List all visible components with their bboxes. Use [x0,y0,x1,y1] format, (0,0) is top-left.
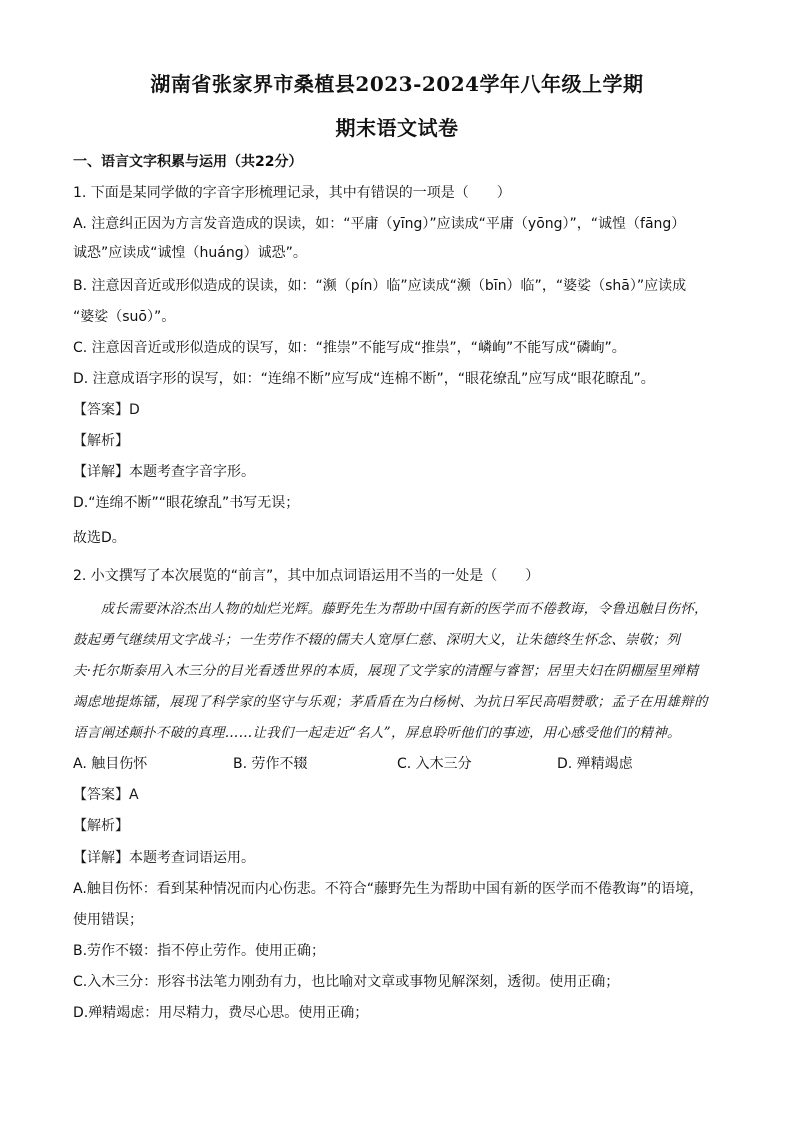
q1-stem: 1. 下面是某同学做的字音字形梳理记录，其中有错误的一项是（ ） [73,185,511,201]
q1-option-a-line1: A. 注意纠正因为方言发音造成的误读，如：“平庸（yīng）”应读成“平庸（yōng）”，“诚惶（fāng） [73,216,686,232]
q2-a-note-line1: A.触目伤怀：看到某种情况而内心伤悲。不符合“藤野先生为帮助中国有新的医学而不倦教诲”的语境， [73,881,704,897]
q2-b-note: B.劳作不辍：指不停止劳作。使用正确； [73,943,326,959]
q2-passage-line: 成长需要沐浴杰出人物的灿烂光辉。藤野先生为帮助中国有新的医学而不倦教诲，令鲁迅触目伤怀， [73,601,708,617]
q1-d-note: D.“连绵不断”“眼花缭乱”书写无误； [73,495,300,511]
q2-passage-line: 夫·托尔斯泰用入木三分的目光看透世界的本质，展现了文学家的清醒与睿智；居里夫妇在阴棚屋里殚精 [73,663,699,679]
q1-option-b-line1: B. 注意因音近或形似造成的误读，如：“濒（pín）临”应读成“濒（bīn）临”，“婆娑（shā）”应读成 [73,278,687,294]
q1-answer: 【答案】D [73,402,140,418]
q2-d-note: D.殚精竭虑：用尽精力，费尽心思。使用正确； [73,1005,369,1021]
q2-stem: 2. 小文撰写了本次展览的“前言”，其中加点词语运用不当的一处是（ ） [73,568,540,584]
q1-option-d: D. 注意成语字形的误写，如：“连绵不断”应写成“连棉不断”，“眼花缭乱”应写成“眼花瞭乱”。 [73,371,655,387]
q1-detail: 【详解】本题考查字音字形。 [73,464,255,480]
section-heading: 一、语言文字积累与运用（共22分） [73,154,303,170]
q2-option-c: C. 入木三分 [397,756,472,772]
q2-passage-line: 竭虑地提炼镭，展现了科学家的坚守与乐观；茅盾盾在为白杨树、为抗日军民高唱赞歌；孟子在用雄辩的 [73,694,708,710]
q2-passage-line: 鼓起勇气继续用文字战斗；一生劳作不辍的儒夫人宽厚仁慈、深明大义，让朱德终生怀念、崇敬；列 [73,632,681,648]
q2-detail: 【详解】本题考查词语运用。 [73,850,255,866]
q1-conclusion: 故选D。 [73,530,126,546]
q1-option-b-line2: “婆娑（suō）”。 [73,309,176,325]
q2-option-d: D. 殚精竭虑 [557,756,633,772]
exam-title: 湖南省张家界市桑植县2023-2024学年八年级上学期 [150,72,644,96]
q1-option-c: C. 注意因音近或形似造成的误写，如：“推崇”不能写成“推祟”，“嶙峋”不能写成“磷峋”。 [73,340,626,356]
q2-option-a: A. 触目伤怀 [73,756,148,772]
q2-answer: 【答案】A [73,787,139,803]
q2-passage-line: 语言阐述颠扑不破的真理……让我们一起走近“名人”，屏息聆听他们的事迹，用心感受他们的精神。 [73,725,681,741]
q2-analysis-label: 【解析】 [73,818,129,834]
q2-a-note-line2: 使用错误； [73,912,143,928]
q1-option-a-line2: 诚恐”应读成“诚惶（huáng）诚恐”。 [73,245,307,261]
q2-option-b: B. 劳作不辍 [233,756,308,772]
exam-subtitle: 期末语文试卷 [335,116,459,140]
q1-analysis-label: 【解析】 [73,433,129,449]
q2-c-note: C.入木三分：形容书法笔力刚劲有力，也比喻对文章或事物见解深刻，透彻。使用正确； [73,974,620,990]
